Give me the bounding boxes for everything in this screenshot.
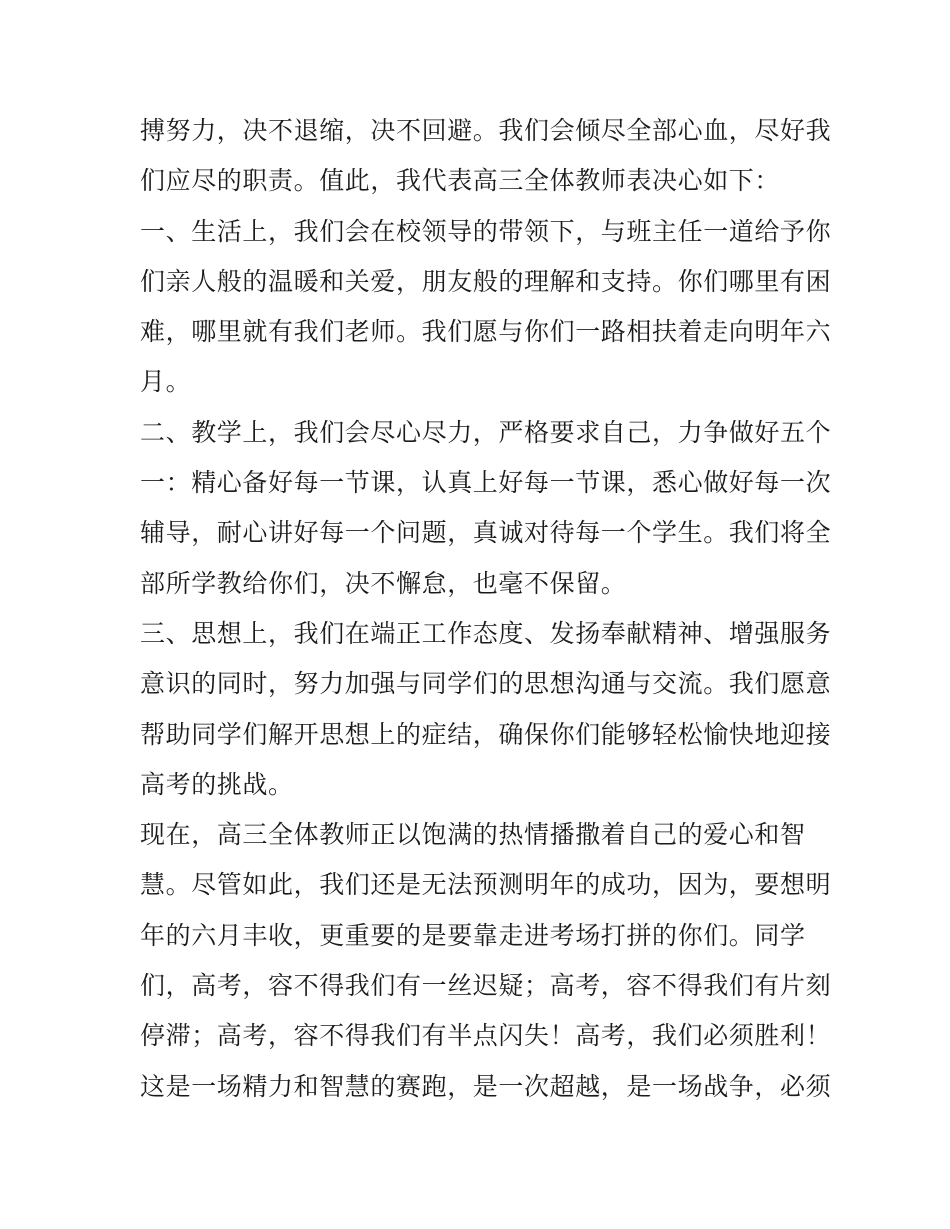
text-line: 一、生活上，我们会在校领导的带领下，与班主任一道给予你: [140, 216, 832, 246]
text-line: 帮助同学们解开思想上的症结，确保你们能够轻松愉快地迎接: [140, 719, 832, 749]
text-line: 这是一场精力和智慧的赛跑，是一次超越，是一场战争，必须: [140, 1071, 832, 1101]
text-line: 们，高考，容不得我们有一丝迟疑；高考，容不得我们有片刻: [140, 971, 832, 1001]
text-line: 部所学教给你们，决不懈怠，也毫不保留。: [140, 568, 627, 598]
text-line: 三、思想上，我们在端正工作态度、发扬奉献精神、增强服务: [140, 618, 832, 648]
text-line: 辅导，耐心讲好每一个问题，真诚对待每一个学生。我们将全: [140, 518, 832, 548]
text-line: 搏努力，决不退缩，决不回避。我们会倾尽全部心血，尽好我: [140, 116, 832, 145]
body-text: [140, 106, 832, 1112]
text-line: 们应尽的职责。值此，我代表高三全体教师表决心如下：: [140, 166, 781, 196]
text-line: 停滞；高考，容不得我们有半点闪失！高考，我们必须胜利！: [140, 1021, 832, 1051]
text-line: 慧。尽管如此，我们还是无法预测明年的成功，因为，要想明: [140, 870, 832, 900]
text-line: 们亲人般的温暖和关爱，朋友般的理解和支持。你们哪里有困: [140, 266, 832, 296]
text-line: 月。: [140, 367, 192, 397]
text-line: 高考的挑战。: [140, 769, 294, 799]
text-line: 现在，高三全体教师正以饱满的热情播撒着自己的爱心和智: [140, 820, 806, 850]
text-line: 一：精心备好每一节课，认真上好每一节课，悉心做好每一次: [140, 468, 832, 498]
text-line: 难，哪里就有我们老师。我们愿与你们一路相扶着走向明年六: [140, 317, 832, 347]
text-line: 二、教学上，我们会尽心尽力，严格要求自己，力争做好五个: [140, 417, 832, 447]
text-line: 意识的同时，努力加强与同学们的思想沟通与交流。我们愿意: [140, 669, 832, 699]
text-line: 年的六月丰收，更重要的是要靠走进考场打拼的你们。同学: [140, 920, 806, 950]
